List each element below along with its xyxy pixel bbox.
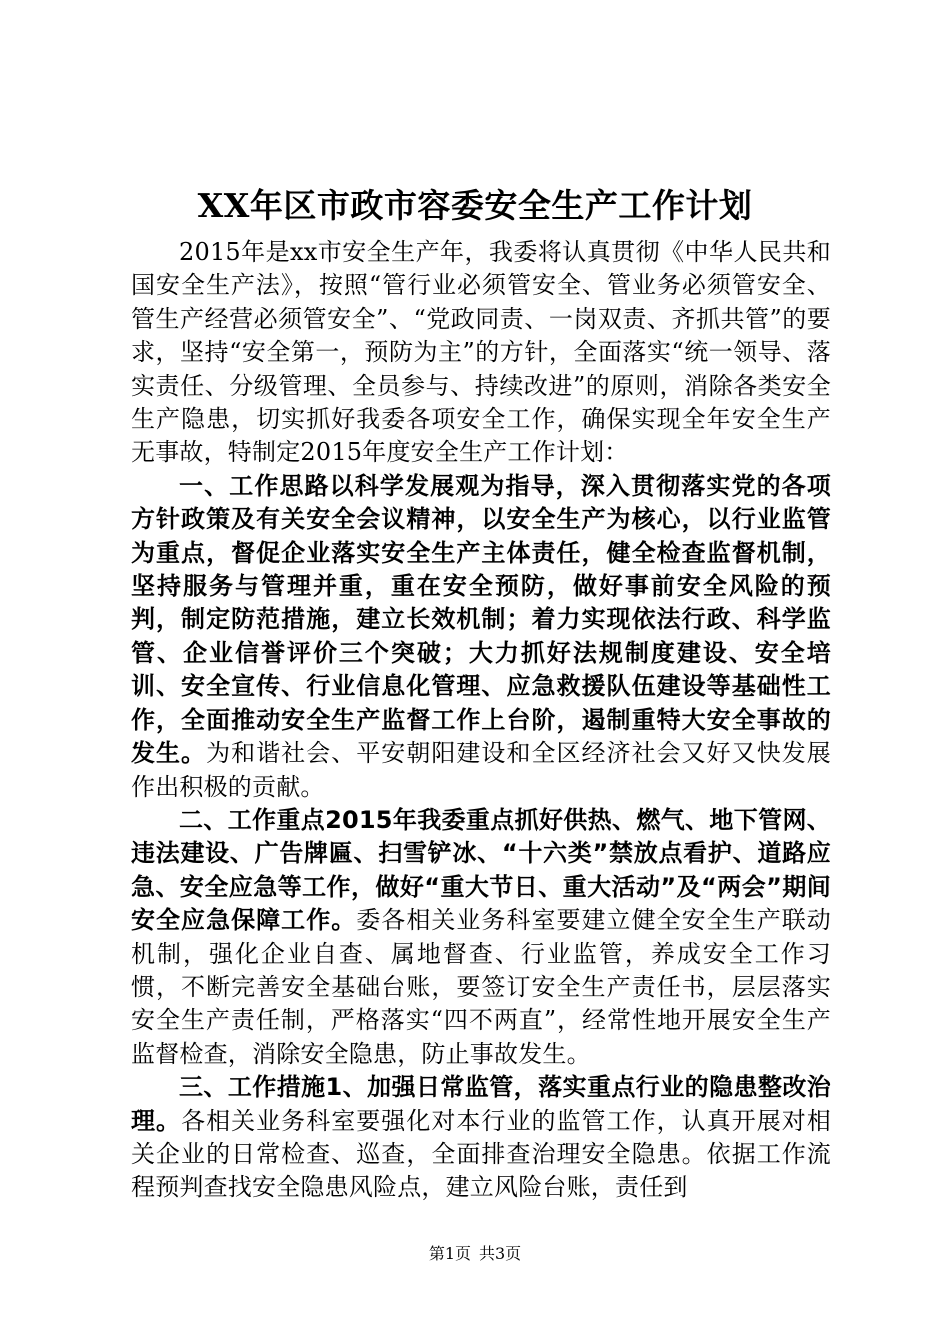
page-number: 第1页 [428, 1244, 471, 1263]
page-footer [0, 1243, 950, 1265]
section-heading-text: 一、工作思路以科学发展观为指导，深入贯彻落实党的各项方针政策及有关安全会议精神，以安全生产为核心，以行业监管为重点，督促企业落实安全生产主体责任，健全检查监督机制，坚持服务与管理并重，重在安全预防，做好事前安全风险的预判，制定防范措施，建立长效机制；着力实现依法行政、科学监管、企业信誉评价三个突破；大力抓好法规制度建设、安全培训、安全宣传、行业信息化管理、应急救援队伍建设等基础性工作，全面推动安全生产监督工作上台阶，遏制重特大安全事故的发生。 [131, 471, 831, 768]
section-work-measures [131, 1071, 831, 1205]
document-title: XX年区市政市容委安全生产工作计划 [197, 186, 753, 225]
intro-paragraph [131, 236, 831, 470]
section-heading-text: 二、工作重点2015年我委重点抓好供热、燃气、地下管网、违法建设、广告牌匾、扫雪铲冰、“十六类”禁放点看护、道路应急、安全应急等工作，做好“重大节日、重大活动”及“两会”期间安全应急保障工作。 [131, 805, 831, 935]
section-work-approach [131, 470, 831, 804]
page-total: 共3页 [479, 1244, 522, 1263]
paragraph-text: 各相关业务科室要强化对本行业的监管工作，认真开展对相关企业的日常检查、巡查，全面排查治理安全隐患。依据工作流程预判查找安全隐患风险点，建立风险台账，责任到 [131, 1106, 831, 1202]
paragraph-text: 委各相关业务科室要建立健全安全生产联动机制，强化企业自查、属地督查、行业监管，养成安全工作习惯，不断完善安全基础台账，要签订安全生产责任书，层层落实安全生产责任制，严格落实“四不两直”，经常性地开展安全生产监督检查，消除安全隐患，防止事故发生。 [131, 906, 831, 1068]
document-body [131, 236, 831, 1205]
paragraph-text: 为和谐社会、平安朝阳建设和全区经济社会又好又快发展作出积极的贡献。 [131, 739, 831, 801]
paragraph-text: 2015年是xx市安全生产年，我委将认真贯彻《中华人民共和国安全生产法》，按照“管行业必须管安全、管业务必须管安全、管生产经营必须管安全”、“党政同责、一岗双责、齐抓共管”的要求，坚持“安全第一，预防为主”的方针，全面落实“统一领导、落实责任、分级管理、全员参与、持续改进”的原则，消除各类安全生产隐患，切实抓好我委各项安全工作，确保实现全年安全生产无事故，特制定2015年度安全生产工作计划： [131, 238, 831, 467]
section-work-focus [131, 804, 831, 1071]
section-heading-text: 三、工作措施1、加强日常监管，落实重点行业的隐患整改治理。 [131, 1073, 831, 1135]
